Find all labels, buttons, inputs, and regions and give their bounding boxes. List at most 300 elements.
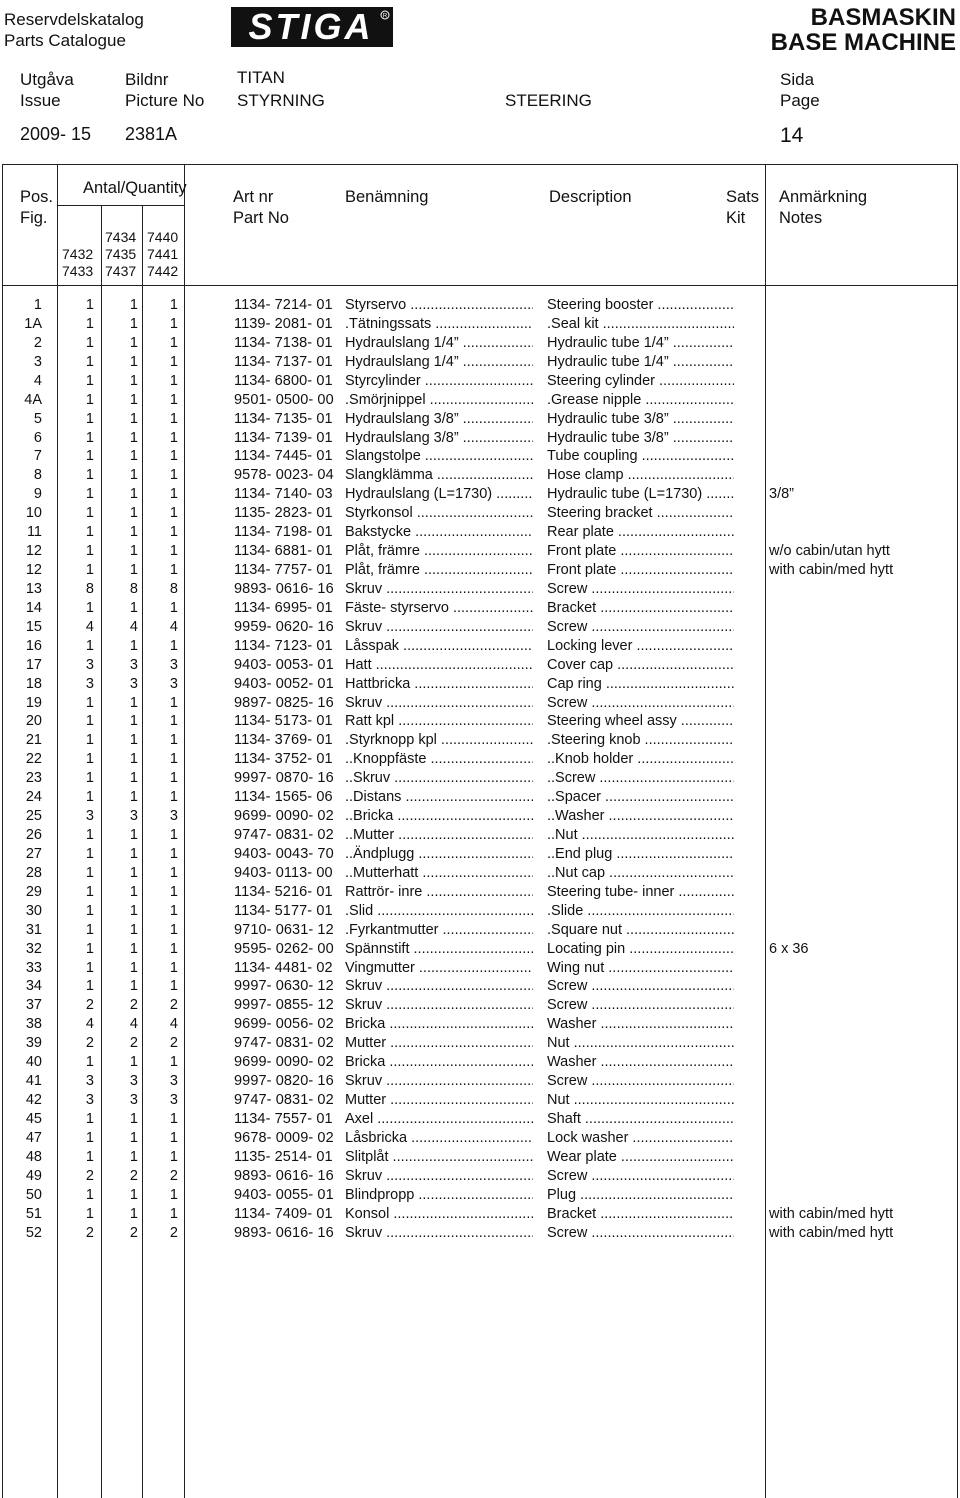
table-row (0, 485, 960, 504)
row-name-en-text: ..Screw ..... (547, 770, 734, 786)
row-name-en (547, 429, 734, 448)
row-qty: 1 (85, 940, 94, 957)
row-name-en (547, 580, 734, 599)
row-qty: 1 (169, 599, 178, 616)
row-qty: 1 (85, 410, 94, 427)
row-pos: 4 (33, 372, 42, 389)
row-part-number: 1134- 7135- 01 (234, 410, 333, 427)
row-qty: 1 (129, 713, 138, 730)
row-name-en-text: Cap ring ..... (547, 676, 734, 692)
table-row (0, 1072, 960, 1091)
row-qty: 1 (169, 543, 178, 560)
row-qty: 2 (169, 997, 178, 1014)
row-part-number: 1134- 5173- 01 (234, 713, 333, 730)
row-part-number: 9747- 0831- 02 (234, 827, 334, 844)
row-name-en (547, 315, 734, 334)
row-name-sv (345, 902, 533, 921)
row-name-sv-text: Skruv ..... (345, 997, 533, 1013)
row-note: w/o cabin/utan hytt (769, 543, 890, 560)
row-pos: 50 (25, 1186, 42, 1203)
table-row (0, 902, 960, 921)
row-qty: 1 (129, 599, 138, 616)
row-name-en (547, 561, 734, 580)
row-qty: 1 (85, 486, 94, 503)
row-name-en-text: Screw ..... (547, 1168, 734, 1184)
row-qty: 1 (85, 297, 94, 313)
row-qty: 1 (169, 637, 178, 654)
row-qty: 1 (85, 391, 94, 408)
row-pos: 34 (25, 978, 42, 995)
row-name-sv-text: .Smörjnippel ..... (345, 392, 533, 408)
row-name-en (547, 504, 734, 523)
row-name-sv-text: Hatt ..... (345, 657, 533, 673)
row-name-sv (345, 334, 533, 353)
row-qty: 1 (129, 543, 138, 560)
row-pos: 15 (25, 618, 42, 635)
row-qty: 3 (85, 675, 94, 692)
row-name-en (547, 864, 734, 883)
row-qty: 3 (85, 808, 94, 825)
row-name-sv-text: Plåt, främre ..... (345, 562, 533, 578)
row-part-number: 1134- 7409- 01 (234, 1205, 333, 1222)
row-name-sv (345, 637, 533, 656)
row-part-number: 9710- 0631- 12 (234, 921, 334, 938)
row-name-en-text: Bracket ..... (547, 600, 734, 616)
issue-value: 2009- 15 (20, 124, 92, 144)
row-qty: 1 (129, 921, 138, 938)
row-name-en-text: Screw ..... (547, 1073, 734, 1089)
table-row (0, 921, 960, 940)
row-name-en (547, 1015, 734, 1034)
row-pos: 33 (25, 959, 42, 976)
row-name-sv (345, 826, 533, 845)
row-qty: 2 (85, 1224, 94, 1241)
row-qty: 2 (85, 997, 94, 1014)
row-qty: 1 (169, 902, 178, 919)
row-qty: 1 (85, 1205, 94, 1222)
row-qty: 1 (85, 959, 94, 976)
row-pos: 7 (33, 448, 42, 465)
row-qty: 1 (85, 637, 94, 654)
table-row (0, 429, 960, 448)
row-pos: 10 (25, 505, 42, 522)
row-part-number: 9893- 0616- 16 (234, 580, 334, 597)
row-name-sv-text: Hydraulslang 3/8” ..... (345, 411, 533, 427)
row-name-en-text: Locking lever ..... (547, 638, 734, 654)
row-part-number: 1134- 7557- 01 (234, 1110, 333, 1127)
row-name-en (547, 902, 734, 921)
row-qty: 1 (169, 524, 178, 541)
row-qty: 1 (129, 410, 138, 427)
row-name-sv (345, 864, 533, 883)
table-row (0, 1205, 960, 1224)
table-row (0, 1091, 960, 1110)
row-qty: 1 (85, 505, 94, 522)
table-row (0, 1110, 960, 1129)
row-name-en-text: Steering wheel assy ..... (547, 713, 734, 729)
row-pos: 28 (25, 864, 42, 881)
row-name-en-text: Lock washer ..... (547, 1130, 734, 1146)
row-qty: 1 (129, 902, 138, 919)
row-name-sv (345, 485, 533, 504)
row-name-sv-text: ..Skruv ..... (345, 770, 533, 786)
row-part-number: 9403- 0052- 01 (234, 675, 334, 692)
table-row (0, 466, 960, 485)
row-name-en (547, 542, 734, 561)
row-part-number: 9403- 0043- 70 (234, 845, 334, 862)
row-name-sv-text: .Styrknopp kpl ..... (345, 732, 533, 748)
row-name-sv (345, 1167, 533, 1186)
table-row (0, 296, 960, 315)
row-qty: 1 (129, 770, 138, 787)
row-name-sv (345, 788, 533, 807)
section-name-sv: STYRNING (237, 91, 325, 110)
row-qty: 1 (85, 1054, 94, 1071)
row-qty: 1 (129, 297, 138, 313)
table-row (0, 883, 960, 902)
row-qty: 4 (129, 618, 138, 635)
row-part-number: 9997- 0855- 12 (234, 997, 334, 1014)
row-name-en-text: Screw ..... (547, 997, 734, 1013)
table-row (0, 807, 960, 826)
row-qty: 1 (169, 732, 178, 749)
row-name-sv (345, 959, 533, 978)
row-qty: 1 (129, 353, 138, 370)
table-row (0, 599, 960, 618)
row-name-sv (345, 712, 533, 731)
row-qty: 1 (85, 864, 94, 881)
row-name-sv-text: Styrcylinder ..... (345, 373, 533, 389)
row-name-en-text: .Seal kit ..... (547, 316, 734, 332)
row-qty: 1 (85, 751, 94, 768)
row-qty: 3 (85, 656, 94, 673)
row-qty: 1 (85, 334, 94, 351)
row-pos: 3 (33, 353, 42, 370)
col-kit-sv: Sats (726, 188, 760, 206)
row-qty: 1 (85, 732, 94, 749)
row-qty: 1 (85, 599, 94, 616)
row-qty: 1 (169, 770, 178, 787)
row-part-number: 9501- 0500- 00 (234, 391, 334, 408)
table-row (0, 315, 960, 334)
row-name-sv-text: ..Mutterhatt ..... (345, 865, 533, 881)
row-name-sv (345, 921, 533, 940)
row-name-en (547, 372, 734, 391)
row-name-sv-text: Slangstolpe ..... (345, 448, 533, 464)
table-row (0, 1148, 960, 1167)
row-name-sv-text: Hydraulslang 1/4” ..... (345, 354, 533, 370)
row-qty: 1 (129, 959, 138, 976)
page-label-sv: Sida (780, 70, 815, 89)
row-name-sv (345, 883, 533, 902)
row-qty: 1 (85, 1148, 94, 1165)
row-part-number: 9403- 0053- 01 (234, 656, 334, 673)
row-name-en-text: Wing nut ..... (547, 960, 734, 976)
row-qty: 3 (129, 808, 138, 825)
row-qty: 1 (129, 732, 138, 749)
table-row (0, 864, 960, 883)
row-qty: 1 (129, 448, 138, 465)
row-name-en-text: Bracket ..... (547, 1206, 734, 1222)
row-name-sv (345, 1053, 533, 1072)
row-part-number: 1134- 6995- 01 (234, 599, 333, 616)
row-name-en-text: Steering bracket ..... (547, 505, 734, 521)
row-part-number: 1134- 7757- 01 (234, 562, 333, 579)
row-part-number: 1134- 7214- 01 (234, 297, 333, 313)
row-qty: 1 (169, 334, 178, 351)
row-name-en (547, 466, 734, 485)
table-row (0, 1053, 960, 1072)
row-name-sv-text: Skruv ..... (345, 619, 533, 635)
row-pos: 6 (33, 429, 42, 446)
row-part-number: 1134- 5177- 01 (234, 902, 333, 919)
table-row (0, 712, 960, 731)
row-qty: 3 (169, 675, 178, 692)
row-name-sv-text: Styrkonsol ..... (345, 505, 533, 521)
row-qty: 3 (129, 675, 138, 692)
row-pos: 38 (25, 1016, 42, 1033)
row-pos: 32 (25, 940, 42, 957)
row-name-sv-text: Skruv ..... (345, 1073, 533, 1089)
row-qty: 2 (169, 1224, 178, 1241)
col-q2-model: 7435 (105, 246, 137, 262)
row-name-en (547, 656, 734, 675)
row-pos: 52 (25, 1224, 42, 1241)
row-qty: 1 (169, 940, 178, 957)
col-q1-model: 7432 (62, 246, 94, 262)
row-name-sv-text: Slitplåt ..... (345, 1149, 533, 1165)
table-row (0, 372, 960, 391)
table-row (0, 618, 960, 637)
row-part-number: 9997- 0870- 16 (234, 770, 334, 787)
row-name-sv (345, 1205, 533, 1224)
row-name-sv (345, 580, 533, 599)
row-qty: 1 (169, 486, 178, 503)
row-name-sv (345, 599, 533, 618)
row-qty: 1 (85, 448, 94, 465)
page-value: 14 (780, 124, 804, 147)
row-name-en (547, 1053, 734, 1072)
row-pos: 23 (25, 770, 42, 787)
col-name-en: Description (549, 188, 632, 206)
row-name-sv (345, 1148, 533, 1167)
row-name-sv-text: Skruv ..... (345, 978, 533, 994)
row-name-en (547, 1091, 734, 1110)
row-qty: 1 (85, 562, 94, 579)
row-name-sv-text: .Fyrkantmutter ..... (345, 922, 533, 938)
row-name-sv-text: Bricka ..... (345, 1016, 533, 1032)
row-qty: 1 (169, 353, 178, 370)
row-part-number: 9699- 0090- 02 (234, 1054, 334, 1071)
table-row (0, 410, 960, 429)
row-name-en (547, 940, 734, 959)
row-name-sv-text: Ratt kpl ..... (345, 713, 533, 729)
row-name-en (547, 447, 734, 466)
row-name-en (547, 694, 734, 713)
row-qty: 2 (169, 1167, 178, 1184)
row-qty: 3 (129, 1092, 138, 1109)
row-qty: 8 (85, 580, 94, 597)
row-name-en-text: Hose clamp ..... (547, 467, 734, 483)
picture-label-sv: Bildnr (125, 70, 169, 89)
row-qty: 1 (85, 524, 94, 541)
row-qty: 1 (129, 334, 138, 351)
row-qty: 1 (129, 789, 138, 806)
row-name-sv (345, 447, 533, 466)
table-row (0, 656, 960, 675)
row-part-number: 1134- 1565- 06 (234, 789, 333, 806)
row-qty: 1 (169, 921, 178, 938)
table-row (0, 523, 960, 542)
row-name-en-text: Hydraulic tube 3/8” ..... (547, 411, 734, 427)
row-name-en (547, 845, 734, 864)
row-pos: 22 (25, 751, 42, 768)
row-qty: 1 (129, 1129, 138, 1146)
row-name-en-text: Hydraulic tube 1/4” ..... (547, 335, 734, 351)
row-name-sv-text: .Tätningssats ..... (345, 316, 533, 332)
row-name-sv (345, 996, 533, 1015)
row-name-sv (345, 656, 533, 675)
row-part-number: 1134- 7140- 03 (234, 486, 333, 503)
row-pos: 41 (25, 1073, 42, 1090)
col-q3-model: 7442 (147, 263, 179, 279)
row-pos: 40 (25, 1054, 42, 1071)
row-part-number: 9678- 0009- 02 (234, 1129, 334, 1146)
row-qty: 1 (169, 315, 178, 332)
row-name-sv-text: Hydraulslang 3/8” ..... (345, 430, 533, 446)
row-name-en (547, 750, 734, 769)
page-label-en: Page (780, 91, 820, 110)
table-row (0, 542, 960, 561)
quantity-divider (57, 205, 184, 206)
row-name-en-text: Steering booster ..... (547, 297, 734, 313)
row-part-number: 9997- 0820- 16 (234, 1073, 334, 1090)
row-qty: 1 (129, 845, 138, 862)
row-name-sv (345, 750, 533, 769)
row-part-number: 1134- 3769- 01 (234, 732, 333, 749)
row-name-en (547, 675, 734, 694)
row-name-en (547, 769, 734, 788)
row-pos: 29 (25, 883, 42, 900)
row-pos: 37 (25, 997, 42, 1014)
row-pos: 31 (25, 921, 42, 938)
row-qty: 1 (129, 505, 138, 522)
row-name-sv-text: Låsbricka ..... (345, 1130, 533, 1146)
svg-text:STIGA: STIGA (248, 7, 374, 47)
row-qty: 1 (129, 1054, 138, 1071)
col-kit-en: Kit (726, 209, 746, 227)
row-name-en (547, 391, 734, 410)
table-row (0, 694, 960, 713)
row-name-sv (345, 1091, 533, 1110)
col-q3-model: 7440 (147, 229, 179, 245)
row-name-sv-text: Hydraulslang 1/4” ..... (345, 335, 533, 351)
row-pos: 17 (25, 656, 42, 673)
row-name-sv-text: ..Bricka ..... (345, 808, 533, 824)
row-qty: 1 (129, 751, 138, 768)
row-name-en (547, 334, 734, 353)
row-part-number: 1134- 6800- 01 (234, 372, 333, 389)
row-qty: 1 (169, 1148, 178, 1165)
row-note: 6 x 36 (769, 940, 809, 957)
row-name-sv (345, 561, 533, 580)
row-name-sv-text: Hydraulslang (L=1730) ..... (345, 486, 533, 502)
row-part-number: 1134- 5216- 01 (234, 883, 333, 900)
table-row (0, 845, 960, 864)
row-qty: 1 (85, 902, 94, 919)
row-name-en-text: Shaft ..... (547, 1111, 734, 1127)
row-qty: 1 (85, 353, 94, 370)
row-name-sv-text: Skruv ..... (345, 1168, 533, 1184)
row-qty: 4 (169, 618, 178, 635)
row-qty: 1 (169, 429, 178, 446)
row-part-number: 1134- 7139- 01 (234, 429, 333, 446)
table-row (0, 826, 960, 845)
row-name-sv (345, 977, 533, 996)
row-part-number: 1135- 2823- 01 (234, 505, 333, 522)
row-qty: 1 (169, 1205, 178, 1222)
col-name-sv: Benämning (345, 188, 429, 206)
row-name-sv-text: Skruv ..... (345, 695, 533, 711)
svg-text:R: R (382, 13, 388, 20)
row-pos: 16 (25, 637, 42, 654)
row-pos: 14 (25, 599, 42, 616)
row-name-en-text: Plug ..... (547, 1187, 734, 1203)
row-qty: 2 (129, 997, 138, 1014)
row-pos: 51 (25, 1205, 42, 1222)
row-qty: 4 (85, 1016, 94, 1033)
row-name-en-text: Steering tube- inner ..... (547, 884, 734, 900)
row-qty: 1 (129, 978, 138, 995)
row-qty: 1 (85, 1110, 94, 1127)
row-qty: 3 (129, 656, 138, 673)
row-pos: 12 (25, 562, 42, 579)
table-row (0, 1186, 960, 1205)
col-pos-sv: Pos. (20, 188, 54, 206)
row-pos: 12 (25, 543, 42, 560)
row-name-en (547, 921, 734, 940)
row-qty: 1 (129, 940, 138, 957)
row-name-en (547, 826, 734, 845)
row-part-number: 9897- 0825- 16 (234, 694, 334, 711)
row-name-en-text: ..Nut cap ..... (547, 865, 734, 881)
row-name-en-text: Screw ..... (547, 619, 734, 635)
row-name-en-text: Front plate ..... (547, 562, 734, 578)
row-pos: 1A (24, 315, 42, 332)
row-qty: 3 (85, 1073, 94, 1090)
row-qty: 1 (129, 637, 138, 654)
row-part-number: 9699- 0090- 02 (234, 808, 334, 825)
row-part-number: 9747- 0831- 02 (234, 1092, 334, 1109)
row-qty: 1 (169, 1110, 178, 1127)
row-pos: 48 (25, 1148, 42, 1165)
row-part-number: 1134- 7198- 01 (234, 524, 333, 541)
row-qty: 4 (169, 1016, 178, 1033)
row-qty: 1 (129, 562, 138, 579)
col-quantity: Antal/Quantity (83, 179, 187, 197)
row-name-en (547, 959, 734, 978)
row-part-number: 1134- 7137- 01 (234, 353, 333, 370)
table-row (0, 391, 960, 410)
section-title-en: BASE MACHINE (770, 29, 956, 56)
row-pos: 5 (33, 410, 42, 427)
row-name-sv-text: Hattbricka ..... (345, 676, 533, 692)
col-art-sv: Art nr (233, 188, 274, 206)
row-qty: 1 (169, 959, 178, 976)
row-name-sv-text: Axel ..... (345, 1111, 533, 1127)
row-name-en (547, 523, 734, 542)
row-qty: 1 (129, 315, 138, 332)
